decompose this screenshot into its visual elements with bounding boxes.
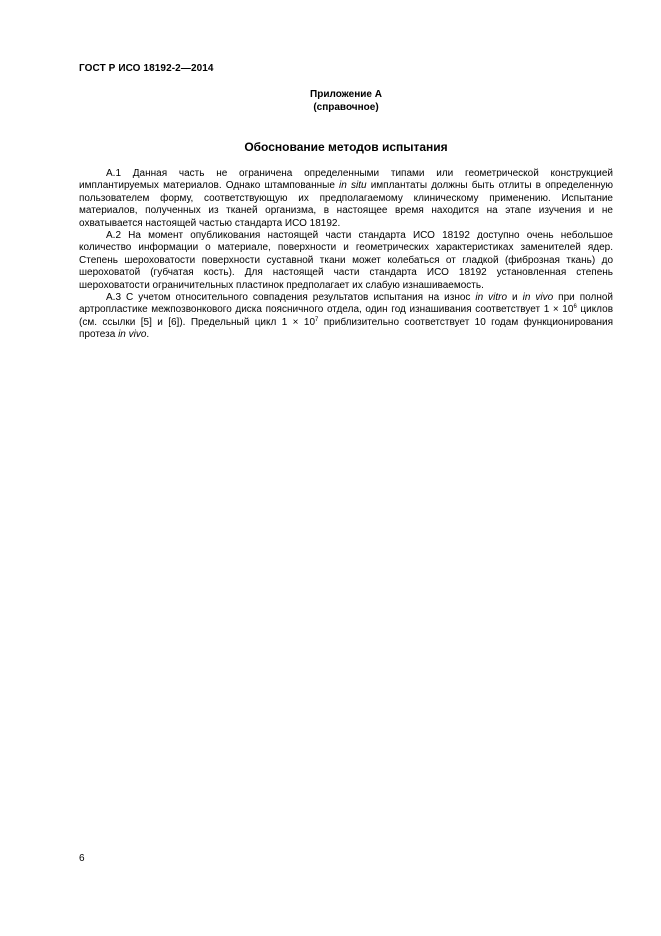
paragraph-a3-italic-3: in vivo xyxy=(118,329,147,341)
paragraph-a1 xyxy=(79,168,613,230)
paragraph-a3-text-1: А.3 С учетом относительного совпадения результатов испытания на износ xyxy=(106,292,476,304)
paragraph-a3-text-3: при полной артропластике межпозвонкового диска поясничного отдела, один год изнашивания соответствует 1 × 10 xyxy=(79,292,613,316)
paragraph-a1-italic-1: in situ xyxy=(339,180,367,192)
page-number: 6 xyxy=(79,853,85,864)
paragraph-a3-italic-2: in vivo xyxy=(522,292,554,304)
paragraph-a1-text-2: имплантаты должны быть отлиты в определенную пользователем форму, соответствующую их предполагаемому клиническому применению. Испытание материалов, полученных из тканей организма, в настоящее время находится на этапе изучения и не охватывается настоящей частью стандарта ИСО 18192. xyxy=(79,180,614,229)
paragraph-a3 xyxy=(79,292,613,342)
section-title: Обоснование методов испытания xyxy=(244,140,448,154)
paragraph-a1-text-1: А.1 Данная часть не ограничена определенными типами или геометрической конструкцией имплантируемых материалов. Однако штампованные xyxy=(79,168,613,192)
body-text xyxy=(79,168,613,342)
paragraph-a3-text-2: и xyxy=(507,292,523,304)
annex-title: Приложение А xyxy=(310,89,382,100)
paragraph-a3-text-5: приблизительно соответствует 10 годам функционирования протеза xyxy=(79,316,613,341)
paragraph-a3-superscript-1: 6 xyxy=(573,304,577,311)
paragraph-a2: А.2 На момент опубликования настоящей части стандарта ИСО 18192 доступно очень небольшое количество информации о материале, поверхности и геометрических характеристиках заменителей ядер. Степень шероховатости поверхности суставной ткани может колебаться от гладкой (фиброзная ткань) до шероховатой (губчатая кость). Для настоящей части стандарта ИСО 18192 установленная степень шероховатости ограничительных пластинок предполагает их слабую изнашиваемость. xyxy=(79,230,613,291)
paragraph-a3-text-6: . xyxy=(146,329,150,341)
paragraph-a3-text-4: циклов (см. ссылки [5] и [6]). Предельный цикл 1 × 10 xyxy=(79,304,614,328)
annex-subtitle: (справочное) xyxy=(313,102,379,113)
standard-designation: ГОСТ Р ИСО 18192-2—2014 xyxy=(79,63,214,74)
paragraph-a3-superscript-2: 7 xyxy=(315,316,319,323)
paragraph-a3-italic-1: in vitro xyxy=(475,292,508,304)
annex-heading xyxy=(79,88,613,114)
